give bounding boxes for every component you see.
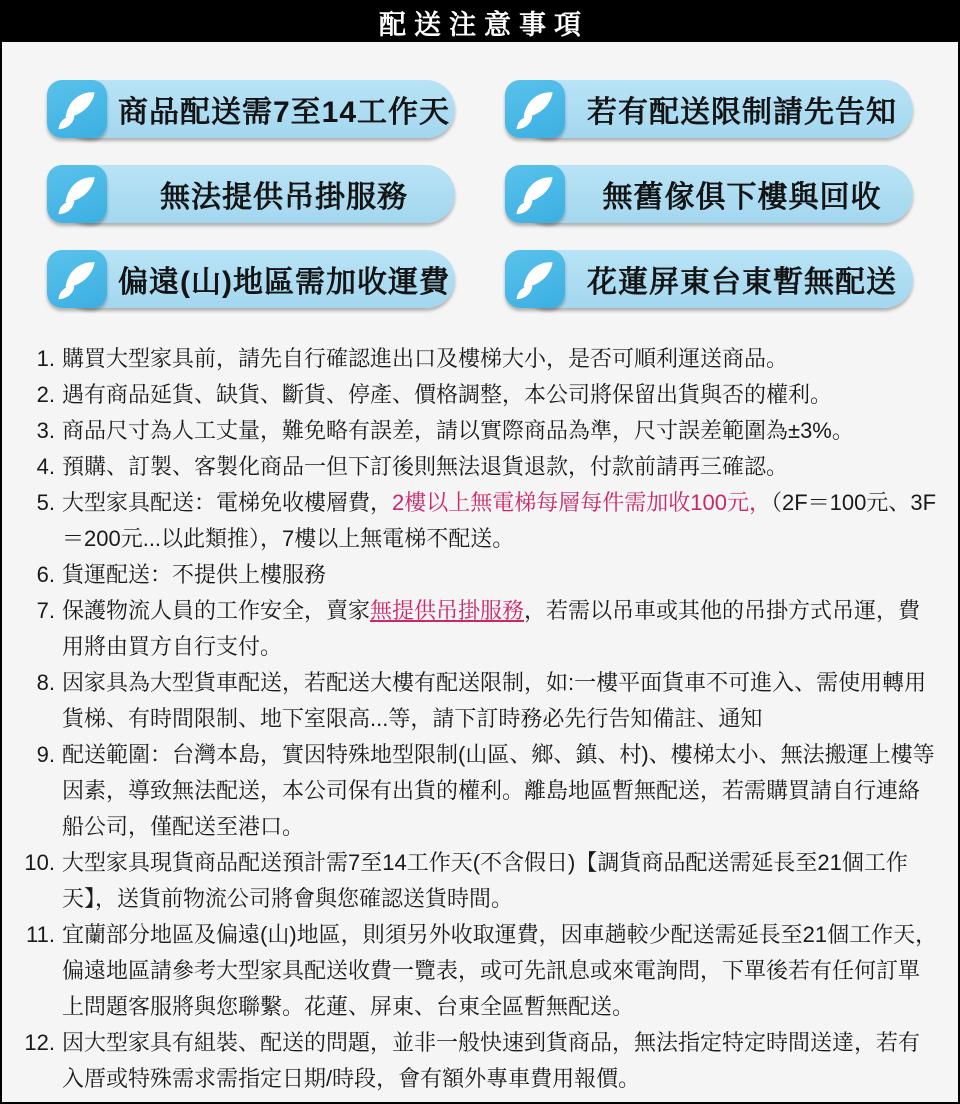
- note-text: 商品尺寸為人工丈量，難免略有誤差，請以實際商品為準，尺寸誤差範圍為±3%。: [62, 418, 854, 443]
- note-item-11: [22, 917, 940, 1025]
- delivery-badge-5: [47, 250, 455, 308]
- leaf-icon: [47, 165, 107, 223]
- badge-pill: [519, 165, 913, 223]
- note-number: 9.: [36, 742, 55, 767]
- page-header: [2, 2, 958, 42]
- badge-pill: [519, 80, 913, 138]
- note-number: 5.: [36, 490, 55, 515]
- note-item-2: [22, 377, 940, 413]
- badge-label: 花蓮屏東台東暫無配送: [587, 266, 897, 299]
- note-text: 大型家具現貨商品配送預計需7至14工作天(不含假日)【調貨商品配送需延長至21個工作天】，送貨前物流公司將會與您確認送貨時間。: [62, 850, 908, 911]
- note-number: 4.: [36, 454, 55, 479]
- delivery-badge-6: [505, 250, 913, 308]
- note-text: 因大型家具有組裝、配送的問題，並非一般快速到貨商品，無法指定特定時間送達，若有入厝或特殊需求需指定日期/時段，會有額外專車費用報價。: [62, 1030, 921, 1091]
- note-item-5: [22, 485, 940, 557]
- note-text: 貨運配送：不提供上樓服務: [62, 562, 327, 587]
- note-text: 因家具為大型貨車配送，若配送大樓有配送限制，如:一樓平面貨車不可進入、需使用轉用貨梯、有時間限制、地下室限高...等，請下訂時務必先行告知備註、通知: [62, 670, 927, 731]
- note-number: 6.: [36, 562, 55, 587]
- note-text: 配送範圍：台灣本島，實因特殊地型限制(山區、鄉、鎮、村)、樓梯太小、無法搬運上樓等因素，導致無法配送，本公司保有出貨的權利。離島地區暫無配送，若需購買請自行連絡船公司，僅配送至港口。: [62, 742, 935, 839]
- leaf-icon: [505, 165, 565, 223]
- leaf-icon: [47, 80, 107, 138]
- badge-pill: [61, 165, 455, 223]
- note-number: 8.: [36, 670, 55, 695]
- badge-label: 無舊傢俱下樓與回收: [602, 181, 882, 214]
- note-item-6: [22, 557, 940, 593]
- badge-pill: [61, 250, 455, 308]
- badge-pill: [61, 80, 455, 138]
- delivery-notes-list: [2, 341, 958, 1097]
- note-number: 3.: [36, 418, 55, 443]
- note-item-1: [22, 341, 940, 377]
- delivery-badge-4: [505, 165, 913, 223]
- leaf-icon: [505, 250, 565, 308]
- page-title: 配送注意事項: [379, 9, 589, 40]
- note-number: 1.: [36, 346, 55, 371]
- note-item-3: [22, 413, 940, 449]
- note-item-10: [22, 845, 940, 917]
- note-item-7: [22, 593, 940, 665]
- badge-label: 若有配送限制請先告知: [587, 96, 897, 129]
- badge-label: 無法提供吊掛服務: [160, 181, 408, 214]
- highlight-no-hoisting-service: 無提供吊掛服務: [370, 598, 525, 623]
- note-number: 2.: [36, 382, 55, 407]
- note-text: 遇有商品延貨、缺貨、斷貨、停產、價格調整，本公司將保留出貨與否的權利。: [62, 382, 833, 407]
- note-item-8: [22, 665, 940, 737]
- highlight-extra-floor-fee: 2樓以上無電梯每層每件需加收100元，: [392, 490, 771, 515]
- note-number: 12.: [24, 1030, 55, 1055]
- leaf-icon: [505, 80, 565, 138]
- note-number: 7.: [36, 598, 55, 623]
- note-text: 保護物流人員的工作安全，賣家無提供吊掛服務，若需以吊車或其他的吊掛方式吊運，費用將由買方自行支付。: [62, 598, 921, 659]
- badge-grid: [47, 80, 913, 308]
- note-text: 大型家具配送：電梯免收樓層費，2樓以上無電梯每層每件需加收100元，（2F＝100元、3F＝200元...以此類推），7樓以上無電梯不配送。: [62, 490, 937, 551]
- badge-label: 偏遠(山)地區需加收運費: [118, 266, 450, 299]
- note-item-4: [22, 449, 940, 485]
- note-item-12: [22, 1025, 940, 1097]
- delivery-badge-1: [47, 80, 455, 138]
- note-text: 購買大型家具前，請先自行確認進出口及樓梯大小，是否可順利運送商品。: [62, 346, 789, 371]
- note-text: 宜蘭部分地區及偏遠(山)地區，則須另外收取運費，因車趟較少配送需延長至21個工作天，偏遠地區請參考大型家具配送收費一覽表，或可先訊息或來電詢問，下單後若有任何訂單上問題客服將與您聯繫。花蓮、屏東、台東全區暫無配送。: [62, 922, 938, 1019]
- badge-label: 商品配送需7至14工作天: [117, 96, 451, 129]
- note-item-9: [22, 737, 940, 845]
- note-number: 11.: [26, 922, 55, 947]
- leaf-icon: [47, 250, 107, 308]
- note-number: 10.: [24, 850, 55, 875]
- badge-pill: [519, 250, 913, 308]
- note-text: 預購、訂製、客製化商品一但下訂後則無法退貨退款，付款前請再三確認。: [62, 454, 789, 479]
- delivery-badge-2: [505, 80, 913, 138]
- delivery-badge-3: [47, 165, 455, 223]
